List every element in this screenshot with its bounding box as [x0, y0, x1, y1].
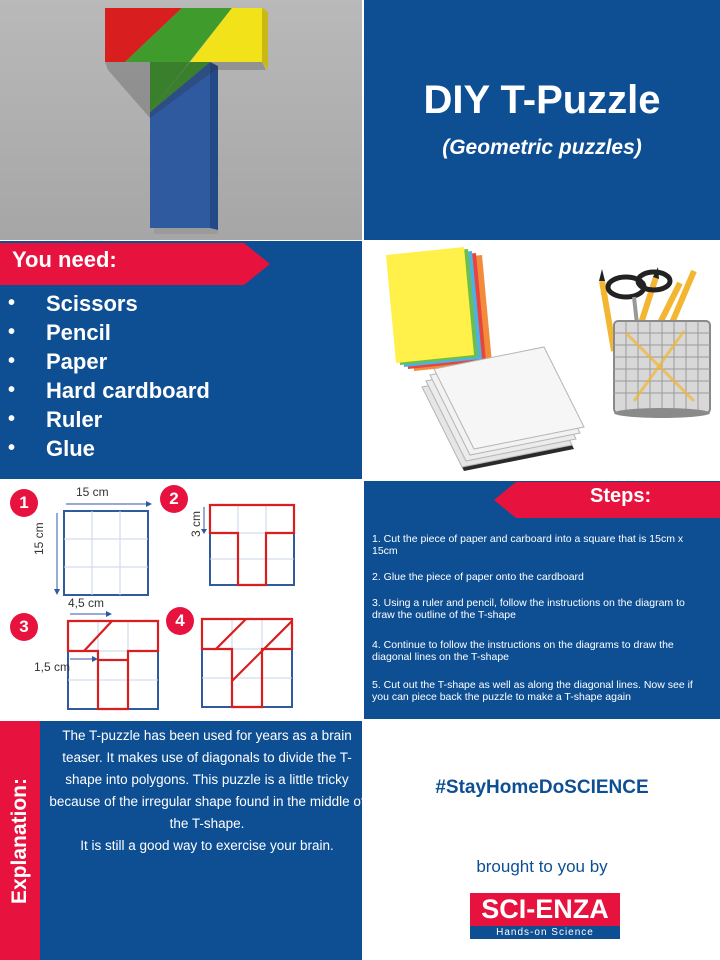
list-item: • Paper — [8, 347, 210, 376]
diagram-number-1: 1 — [10, 489, 38, 517]
logo-name: SCI-ENZA — [470, 893, 620, 926]
list-item: • Glue — [8, 434, 210, 463]
diagram-number-4: 4 — [166, 607, 194, 635]
logo-tagline: Hands-on Science — [470, 926, 620, 939]
list-item: • Scissors — [8, 289, 210, 318]
step-item: 1. Cut the piece of paper and carboard into a square that is 15cm x 15cm — [372, 533, 684, 557]
title-panel — [364, 0, 720, 240]
explanation-panel — [0, 721, 365, 960]
steps-panel — [364, 481, 720, 719]
d3-width-label: 4,5 cm — [68, 596, 105, 610]
step-item: 3. Using a ruler and pencil, follow the instructions on the diagram to draw the outline of the T-shape — [372, 597, 685, 621]
list-item: • Hard cardboard — [8, 376, 210, 405]
page-title: DIY T-Puzzle — [423, 78, 661, 122]
step-item: 2. Glue the piece of paper onto the cardboard — [372, 571, 584, 583]
materials-heading: You need: — [12, 247, 117, 272]
explanation-body: The T-puzzle has been used for years as a brain teaser. It makes use of diagonals to divide the T-shape into polygons. This puzzle is a little tricky because of the irregular shape found in the middle of the T-shape. — [49, 728, 365, 831]
diagram-number-3: 3 — [10, 613, 38, 641]
diagrams-panel — [0, 481, 362, 719]
page-subtitle: (Geometric puzzles) — [442, 136, 642, 159]
materials-list — [8, 289, 210, 463]
scienza-logo — [470, 893, 620, 941]
step-item: 4. Continue to follow the instructions on the diagrams to draw the diagonal lines on the T-shape — [372, 639, 674, 663]
hashtag: #StayHomeDoSCIENCE — [435, 777, 649, 798]
diagram-drawings — [0, 481, 362, 719]
step-item: 5. Cut out the T-shape as well as along the diagonal lines. Now see if you can piece back the puzzle to make a T-shape again — [372, 679, 693, 703]
d3-height-label: 1,5 cm — [34, 660, 71, 674]
brought-by-text: brought to you by — [476, 857, 608, 876]
explanation-label: Explanation: — [8, 777, 31, 905]
steps-heading: Steps: — [590, 485, 652, 507]
explanation-closing: It is still a good way to exercise your brain. — [80, 838, 334, 853]
d1-height-label: 15 cm — [32, 522, 46, 555]
list-item: • Pencil — [8, 318, 210, 347]
t-puzzle-photo — [0, 0, 362, 240]
explanation-text — [48, 725, 366, 857]
d2-height-label: 3 cm — [189, 510, 203, 537]
d1-width-label: 15 cm — [76, 485, 109, 499]
diagram-number-2: 2 — [160, 485, 188, 513]
list-item: • Ruler — [8, 405, 210, 434]
materials-panel — [0, 241, 362, 479]
materials-photo — [364, 241, 720, 479]
